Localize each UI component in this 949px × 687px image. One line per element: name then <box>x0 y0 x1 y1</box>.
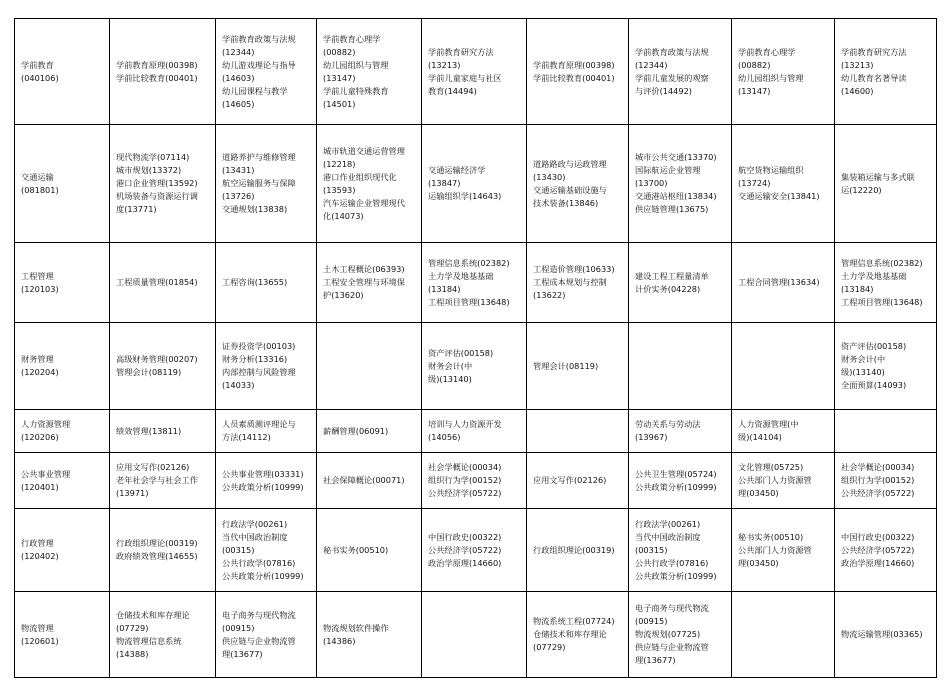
course-line: 电子商务与现代物流 <box>222 609 296 620</box>
course-line: 高级财务管理(00207) <box>116 354 198 364</box>
course-line: 管理信息系统(02382) <box>428 257 510 268</box>
table-row <box>15 592 937 678</box>
exam-schedule-table <box>14 18 937 678</box>
course-line: 学前教育研究方法 <box>841 46 907 57</box>
course-line: 幼儿园组织与管理 <box>323 59 389 70</box>
course-line: 道路路政与运政管理 <box>533 158 607 169</box>
course-line: 仓储技术和库存理论 <box>533 629 607 639</box>
course-line: 学前教育心理学 <box>323 33 381 44</box>
course-line: 港口企业管理(13592) <box>116 178 198 188</box>
course-line: 交通港站枢纽(13834) <box>635 191 717 201</box>
course-line: (14603) <box>222 72 255 83</box>
course-line: 公共经济学(05722) <box>428 488 502 498</box>
course-cell <box>110 453 216 509</box>
course-line: 学前教育政策与法规 <box>222 33 296 44</box>
course-line: 供应链与企业物流管 <box>635 642 709 652</box>
course-line: 理(13677) <box>222 648 263 659</box>
course-cell <box>835 453 937 509</box>
course-cell <box>835 592 937 678</box>
course-cell <box>317 125 422 243</box>
course-line: (12344) <box>222 46 255 57</box>
course-line: 公共行政学(07816) <box>635 557 709 568</box>
major-name: 工程管理 <box>21 270 54 281</box>
course-line: (13184) <box>428 283 461 294</box>
course-line: 计价实务(04228) <box>635 283 701 294</box>
course-line: 物流系统工程(07724) <box>533 616 615 626</box>
course-line: 老年社会学与社会工作 <box>116 475 198 485</box>
course-cell <box>216 410 317 453</box>
course-line: 幼儿园课程与教学 <box>222 85 288 96</box>
course-line: (00915) <box>635 616 668 626</box>
course-cell <box>732 19 835 125</box>
course-line: (14056) <box>428 432 461 442</box>
course-line: 公共政策分析(10999) <box>635 570 717 581</box>
major-code: (120204) <box>21 367 59 377</box>
course-cell <box>835 410 937 453</box>
course-cell <box>422 453 527 509</box>
course-line: (00315) <box>635 544 668 555</box>
course-line: 中国行政史(00322) <box>428 531 502 542</box>
course-cell <box>835 323 937 410</box>
major-name: 公共事业管理 <box>21 468 71 479</box>
course-line: 当代中国政治制度 <box>635 531 701 542</box>
course-line: (13430) <box>533 171 566 182</box>
course-line: 中国行政史(00322) <box>841 531 915 542</box>
course-line: 理(13677) <box>635 655 676 665</box>
table-row <box>15 453 937 509</box>
course-line: 学前比较教育(00401) <box>116 72 198 83</box>
course-line: 航空运输服务与保障 <box>222 178 296 188</box>
course-cell <box>527 125 629 243</box>
course-cell <box>317 323 422 410</box>
course-cell <box>216 125 317 243</box>
course-line: 薪酬管理(06091) <box>323 425 389 436</box>
course-line: 化(14073) <box>323 210 364 221</box>
course-line: 学前儿童家庭与社区 <box>428 72 502 83</box>
course-line: 当代中国政治制度 <box>222 531 288 542</box>
course-line: 政府绩效管理(14655) <box>116 551 198 561</box>
course-line: (14033) <box>222 380 255 390</box>
major-name: 交通运输 <box>21 171 54 182</box>
course-cell <box>317 243 422 323</box>
course-line: 级)(13140) <box>428 373 472 384</box>
course-line: (07729) <box>533 642 566 652</box>
course-line: 应用文写作(02126) <box>533 475 607 485</box>
course-line: 物流规划(07725) <box>635 629 701 639</box>
course-cell <box>110 592 216 678</box>
course-cell <box>110 125 216 243</box>
course-line: (14386) <box>323 635 356 646</box>
course-line: (13213) <box>841 59 874 70</box>
course-line: 政治学原理(14660) <box>841 557 915 568</box>
course-cell <box>835 125 937 243</box>
course-line: 行政组织理论(00319) <box>533 544 615 555</box>
course-line: 工程项目管理(13648) <box>841 296 923 307</box>
course-line: 证券投资学(00103) <box>222 341 296 351</box>
table-row <box>15 19 937 125</box>
course-line: (12218) <box>323 158 356 169</box>
course-cell <box>422 243 527 323</box>
course-line: 国际航运企业管理 <box>635 165 701 175</box>
course-line: 集装箱运输与多式联 <box>841 171 915 182</box>
course-line: 全面预算(14093) <box>841 380 907 390</box>
major-cell <box>15 19 110 125</box>
major-cell <box>15 323 110 410</box>
course-line: 建设工程工程量清单 <box>635 270 709 281</box>
major-cell <box>15 453 110 509</box>
course-line: 财务会计(中 <box>428 360 473 371</box>
course-line: 公共政策分析(10999) <box>222 570 304 581</box>
course-line: 工程质量管理(01854) <box>116 277 198 287</box>
course-line: 资产评估(00158) <box>428 347 494 358</box>
course-line: (13622) <box>533 290 566 300</box>
course-line: (13147) <box>323 72 356 83</box>
course-cell <box>527 323 629 410</box>
course-line: 资产评估(00158) <box>841 341 907 351</box>
course-line: 物流规划软件操作 <box>323 622 389 633</box>
course-line: 公共政策分析(10999) <box>222 481 304 492</box>
course-cell <box>527 243 629 323</box>
course-line: 交通规划(13838) <box>222 204 288 214</box>
major-name: 学前教育 <box>21 59 54 70</box>
course-cell <box>629 509 732 592</box>
course-line: 工程造价管理(10633) <box>533 264 615 274</box>
course-line: (13593) <box>323 184 356 195</box>
course-line: (14388) <box>116 648 149 659</box>
course-line: (14600) <box>841 85 874 96</box>
course-cell <box>732 125 835 243</box>
course-cell <box>317 453 422 509</box>
course-line: 级)(13140) <box>841 367 885 377</box>
course-cell <box>216 323 317 410</box>
major-name: 人力资源管理 <box>21 419 71 429</box>
course-line: 秘书实务(00510) <box>323 544 389 555</box>
course-cell <box>110 509 216 592</box>
course-line: 管理信息系统(02382) <box>841 257 923 268</box>
course-cell <box>629 410 732 453</box>
course-cell <box>629 19 732 125</box>
course-line: 公共经济学(05722) <box>841 488 915 498</box>
course-line: (00315) <box>222 544 255 555</box>
course-line: 幼儿教育名著导读 <box>841 72 907 83</box>
course-cell <box>216 19 317 125</box>
course-line: 与评价(14492) <box>635 85 692 96</box>
course-cell <box>629 323 732 410</box>
major-code: (120103) <box>21 283 59 294</box>
course-line: 运输组织学(14643) <box>428 191 502 201</box>
course-cell <box>629 243 732 323</box>
course-cell <box>527 453 629 509</box>
course-line: 公共经济学(05722) <box>841 544 915 555</box>
course-line: 人员素质测评理论与 <box>222 419 296 429</box>
course-line: 道路养护与维修管理 <box>222 152 296 162</box>
major-code: (040106) <box>21 72 59 83</box>
course-line: (00882) <box>323 46 356 57</box>
major-cell <box>15 509 110 592</box>
course-line: (13967) <box>635 432 668 442</box>
course-line: 理(03450) <box>738 488 779 498</box>
course-line: (13184) <box>841 283 874 294</box>
course-line: (13431) <box>222 165 255 175</box>
course-line: (13847) <box>428 178 461 188</box>
table-row <box>15 509 937 592</box>
major-cell <box>15 410 110 453</box>
course-line: 幼儿游戏理论与指导 <box>222 59 296 70</box>
course-line: 城市轨道交通运营管理 <box>323 145 405 156</box>
course-line: 行政法学(00261) <box>222 518 288 529</box>
course-cell <box>110 410 216 453</box>
major-code: (120601) <box>21 635 59 646</box>
course-line: 组织行为学(00152) <box>428 475 502 485</box>
course-line: (13971) <box>116 488 149 498</box>
course-line: 交通运输经济学 <box>428 165 486 175</box>
course-line: (00915) <box>222 622 255 633</box>
course-line: 公共部门人力资源管 <box>738 475 812 485</box>
course-cell <box>422 410 527 453</box>
course-cell <box>732 410 835 453</box>
course-line: 培训与人力资源开发 <box>428 419 502 429</box>
table-row <box>15 323 937 410</box>
course-cell <box>317 509 422 592</box>
course-cell <box>732 323 835 410</box>
course-line: 学前教育心理学 <box>738 46 796 57</box>
course-cell <box>110 323 216 410</box>
course-line: 文化管理(05725) <box>738 462 804 472</box>
course-line: (13700) <box>635 178 668 188</box>
course-line: (12344) <box>635 59 668 70</box>
course-line: 交通运输基础设施与 <box>533 184 607 195</box>
course-line: 学前教育政策与法规 <box>635 46 709 57</box>
course-cell <box>629 592 732 678</box>
major-name: 行政管理 <box>21 538 54 548</box>
course-line: 幼儿园组织与管理 <box>738 72 804 83</box>
course-cell <box>317 19 422 125</box>
course-cell <box>422 592 527 678</box>
course-line: 供应链与企业物流管 <box>222 635 296 646</box>
course-line: 工程项目管理(13648) <box>428 296 510 307</box>
course-cell <box>422 509 527 592</box>
course-line: 工程成本规划与控制 <box>533 277 607 287</box>
course-line: 公共经济学(05722) <box>428 544 502 555</box>
course-line: 行政法学(00261) <box>635 518 701 529</box>
course-line: 内部控制与风险管理 <box>222 367 296 377</box>
course-cell <box>732 243 835 323</box>
course-cell <box>216 453 317 509</box>
course-line: 港口作业组织现代化 <box>323 171 397 182</box>
major-code: (120401) <box>21 481 59 492</box>
course-line: 学前儿童特殊教育 <box>323 85 389 96</box>
course-line: (13213) <box>428 59 461 70</box>
course-line: 秘书实务(00510) <box>738 531 804 542</box>
course-line: 社会保障概论(00071) <box>323 475 405 485</box>
course-line: 绩效管理(13811) <box>116 425 182 436</box>
course-line: 学前教育原理(00398) <box>116 59 198 70</box>
major-code: (120206) <box>21 432 59 442</box>
course-line: 机场装备与资源运行调 <box>116 191 198 201</box>
major-name: 物流管理 <box>21 622 54 633</box>
course-line: 公共政策分析(10999) <box>635 481 717 492</box>
course-line: 财务会计(中 <box>841 354 886 364</box>
course-cell <box>110 243 216 323</box>
table-row <box>15 243 937 323</box>
course-line: 组织行为学(00152) <box>841 475 915 485</box>
course-line: 公共卫生管理(05724) <box>635 468 717 479</box>
course-line: 应用文写作(02126) <box>116 462 190 472</box>
course-line: 技术装备(13846) <box>533 197 599 208</box>
course-line: 学前教育原理(00398) <box>533 59 615 70</box>
course-cell <box>422 125 527 243</box>
course-line: 工程咨询(13655) <box>222 277 288 287</box>
course-line: 工程安全管理与环境保 <box>323 277 405 287</box>
course-cell <box>527 509 629 592</box>
course-line: 社会学概论(00034) <box>428 462 502 472</box>
course-line: 人力资源管理(中 <box>738 419 799 429</box>
course-line: 行政组织理论(00319) <box>116 538 198 548</box>
major-cell <box>15 125 110 243</box>
course-line: (00882) <box>738 59 771 70</box>
course-line: 社会学概论(00034) <box>841 462 915 472</box>
course-line: 理(03450) <box>738 557 779 568</box>
course-line: 交通运输安全(13841) <box>738 191 820 201</box>
course-line: 管理会计(08119) <box>116 367 182 377</box>
course-line: 汽车运输企业管理现代 <box>323 197 405 208</box>
course-cell <box>527 592 629 678</box>
course-cell <box>732 453 835 509</box>
course-cell <box>317 592 422 678</box>
course-line: (13726) <box>222 191 255 201</box>
course-line: 学前教育研究方法 <box>428 46 494 57</box>
table-row <box>15 125 937 243</box>
course-line: 土力学及地基基础 <box>841 270 907 281</box>
course-line: 运(12220) <box>841 184 882 195</box>
major-code: (120402) <box>21 551 59 561</box>
course-line: (07729) <box>116 622 149 633</box>
course-cell <box>732 509 835 592</box>
major-cell <box>15 592 110 678</box>
course-cell <box>110 19 216 125</box>
course-line: 电子商务与现代物流 <box>635 603 709 613</box>
course-line: 公共行政学(07816) <box>222 557 296 568</box>
course-line: 供应链管理(13675) <box>635 204 709 214</box>
course-cell <box>732 592 835 678</box>
course-cell <box>629 125 732 243</box>
course-line: 劳动关系与劳动法 <box>635 419 701 429</box>
course-line: (13724) <box>738 178 771 188</box>
course-line: (13147) <box>738 85 771 96</box>
course-line: 城市公共交通(13370) <box>635 152 717 162</box>
course-line: 度(13771) <box>116 204 157 214</box>
table-row <box>15 410 937 453</box>
course-line: 现代物流学(07114) <box>116 152 190 162</box>
course-line: 土木工程概论(06393) <box>323 264 405 274</box>
course-line: 方法(14112) <box>222 432 271 442</box>
course-line: 学前儿童发展的观察 <box>635 72 709 83</box>
course-cell <box>317 410 422 453</box>
course-cell <box>835 509 937 592</box>
course-line: 土力学及地基基础 <box>428 270 494 281</box>
major-code: (081801) <box>21 184 59 195</box>
course-line: 政治学原理(14660) <box>428 557 502 568</box>
course-cell <box>527 410 629 453</box>
course-line: 公共部门人力资源管 <box>738 544 812 555</box>
course-line: 航空货物运输组织 <box>738 165 804 175</box>
course-line: 物流运输管理(03365) <box>841 629 923 639</box>
course-cell <box>835 243 937 323</box>
course-line: 管理会计(08119) <box>533 360 599 371</box>
course-line: 护(13620) <box>323 290 364 300</box>
course-line: 城市规划(13372) <box>116 165 182 175</box>
course-line: 教育(14494) <box>428 85 477 96</box>
course-cell <box>216 243 317 323</box>
course-cell <box>216 592 317 678</box>
major-name: 财务管理 <box>21 354 54 364</box>
course-line: 公共事业管理(03331) <box>222 468 304 479</box>
course-line: 仓储技术和库存理论 <box>116 609 190 620</box>
major-cell <box>15 243 110 323</box>
course-line: (14501) <box>323 98 356 109</box>
course-line: 物流管理信息系统 <box>116 635 182 646</box>
course-line: 工程合同管理(13634) <box>738 277 820 287</box>
course-cell <box>835 19 937 125</box>
course-cell <box>527 19 629 125</box>
course-cell <box>422 323 527 410</box>
course-cell <box>216 509 317 592</box>
course-cell <box>422 19 527 125</box>
course-line: (14605) <box>222 98 255 109</box>
course-line: 学前比较教育(00401) <box>533 72 615 83</box>
course-cell <box>629 453 732 509</box>
course-line: 级)(14104) <box>738 432 782 442</box>
course-line: 财务分析(13316) <box>222 354 288 364</box>
